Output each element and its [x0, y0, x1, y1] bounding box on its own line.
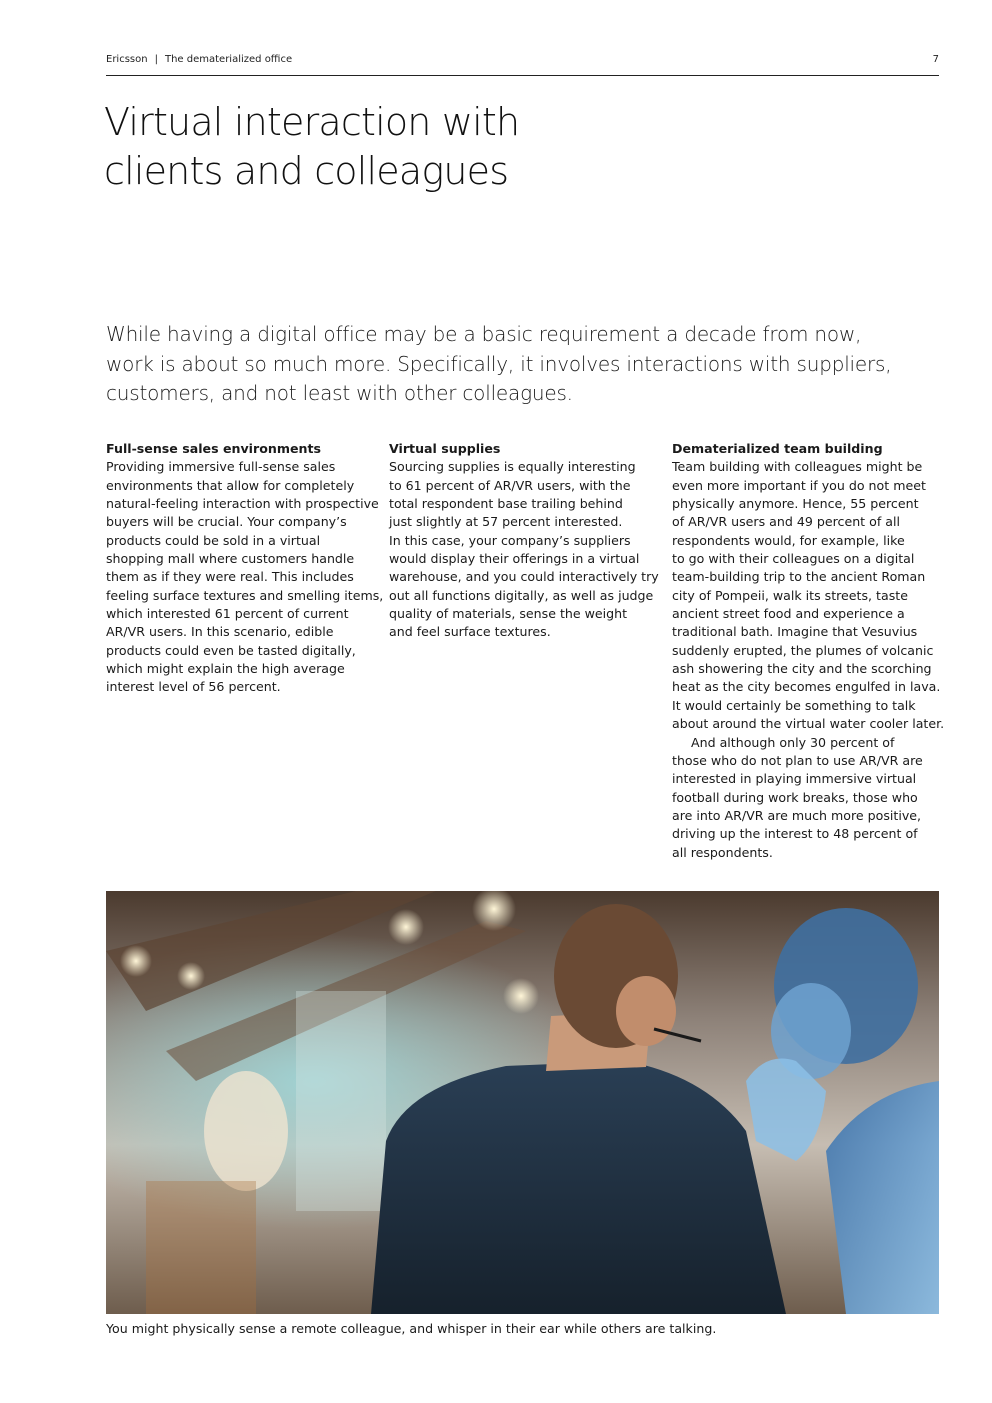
header-left: [106, 54, 292, 65]
body-line: interested in playing immersive virtual: [672, 771, 917, 787]
body-line: And although only 30 percent of: [691, 734, 895, 750]
column-body: [672, 458, 945, 733]
body-line: products could be sold in a virtual: [106, 532, 321, 548]
body-line: suddenly erupted, the plumes of volcanic: [672, 642, 934, 658]
header-company: Ericsson: [106, 54, 148, 65]
column-virtual-supplies: [389, 440, 657, 642]
body-line: and feel surface textures.: [389, 624, 551, 640]
photo-whispering-colleague: [106, 891, 939, 1314]
body-line: just slightly at 57 percent interested.: [389, 514, 623, 530]
column-heading: Virtual supplies: [389, 441, 501, 456]
body-line: AR/VR users. In this scenario, edible: [106, 624, 334, 640]
body-line: warehouse, and you could interactively try: [389, 569, 659, 585]
photo-caption: You might physically sense a remote colleague, and whisper in their ear while others are talking.: [106, 1321, 717, 1336]
body-line: respondents would, for example, like: [672, 532, 905, 548]
body-line: total respondent base trailing behind: [389, 496, 623, 512]
page-title: [104, 98, 664, 196]
body-line: football during work breaks, those who: [672, 789, 918, 805]
body-line: environments that allow for completely: [106, 477, 355, 493]
body-line: products could even be tasted digitally,: [106, 642, 356, 658]
column-heading: Dematerialized team building: [672, 441, 883, 456]
running-header: [106, 53, 939, 76]
body-line: to 61 percent of AR/VR users, with the: [389, 477, 631, 493]
bokeh-shape: [146, 1181, 256, 1314]
body-line: about around the virtual water cooler later.: [672, 716, 945, 732]
column-body-second-paragraph: [672, 734, 940, 862]
body-line: those who do not plan to use AR/VR are: [672, 752, 923, 768]
ceiling-light: [120, 945, 152, 977]
lead-paragraph: [106, 320, 892, 409]
bokeh-shape: [296, 991, 386, 1211]
ceiling-light: [503, 978, 539, 1014]
body-line: buyers will be crucial. Your company’s: [106, 514, 347, 530]
body-line: Providing immersive full-sense sales: [106, 459, 336, 475]
body-line: natural-feeling interaction with prospective: [106, 496, 379, 512]
body-line: Team building with colleagues might be: [672, 459, 923, 475]
body-line: In this case, your company’s suppliers: [389, 532, 631, 548]
body-line: would display their offerings in a virtual: [389, 551, 640, 567]
page-number: 7: [932, 54, 939, 65]
body-line: shopping mall where customers handle: [106, 551, 355, 567]
body-line: are into AR/VR are much more positive,: [672, 807, 922, 823]
body-line: team-building trip to the ancient Roman: [672, 569, 926, 585]
body-line: heat as the city becomes engulfed in lava.: [672, 679, 941, 695]
body-line: which interested 61 percent of current: [106, 606, 349, 622]
body-line: ancient street food and experience a: [672, 606, 905, 622]
column-sales-environments: [106, 440, 384, 697]
body-line: Sourcing supplies is equally interesting: [389, 459, 636, 475]
body-line: driving up the interest to 48 percent of: [672, 826, 918, 842]
page-title-line-2: clients and colleagues: [104, 149, 509, 193]
lead-line: customers, and not least with other colleagues.: [106, 381, 573, 405]
body-line: even more important if you do not meet: [672, 477, 926, 493]
body-line: interest level of 56 percent.: [106, 679, 281, 695]
body-line: It would certainly be something to talk: [672, 697, 916, 713]
lead-line: While having a digital office may be a basic requirement a decade from now,: [106, 322, 862, 346]
column-body: [106, 458, 384, 696]
body-line: ash showering the city and the scorching: [672, 661, 932, 677]
body-line: which might explain the high average: [106, 661, 345, 677]
body-line: quality of materials, sense the weight: [389, 606, 628, 622]
body-line: to go with their colleagues on a digital: [672, 551, 915, 567]
lantern-blur: [204, 1071, 288, 1191]
header-report-title: The dematerialized office: [164, 54, 293, 65]
photo-illustration: [106, 891, 939, 1314]
column-body: [389, 458, 657, 641]
page-title-line-1: Virtual interaction with: [104, 100, 520, 144]
body-line: traditional bath. Imagine that Vesuvius: [672, 624, 918, 640]
man-head-skin: [616, 976, 676, 1046]
header-separator: |: [154, 54, 158, 65]
body-line: city of Pompeii, walk its streets, taste: [672, 587, 908, 603]
body-line: physically anymore. Hence, 55 percent: [672, 496, 919, 512]
ceiling-light: [388, 909, 424, 945]
column-team-building: [672, 440, 945, 862]
body-line: feeling surface textures and smelling items,: [106, 587, 384, 603]
body-line: of AR/VR users and 49 percent of all: [672, 514, 900, 530]
body-line: out all functions digitally, as well as judge: [389, 587, 654, 603]
ceiling-light: [177, 962, 205, 990]
lead-line: work is about so much more. Specifically, it involves interactions with suppliers,: [106, 351, 892, 376]
body-line: them as if they were real. This includes: [106, 569, 354, 585]
column-heading: Full-sense sales environments: [106, 441, 321, 456]
body-line: all respondents.: [672, 844, 773, 860]
